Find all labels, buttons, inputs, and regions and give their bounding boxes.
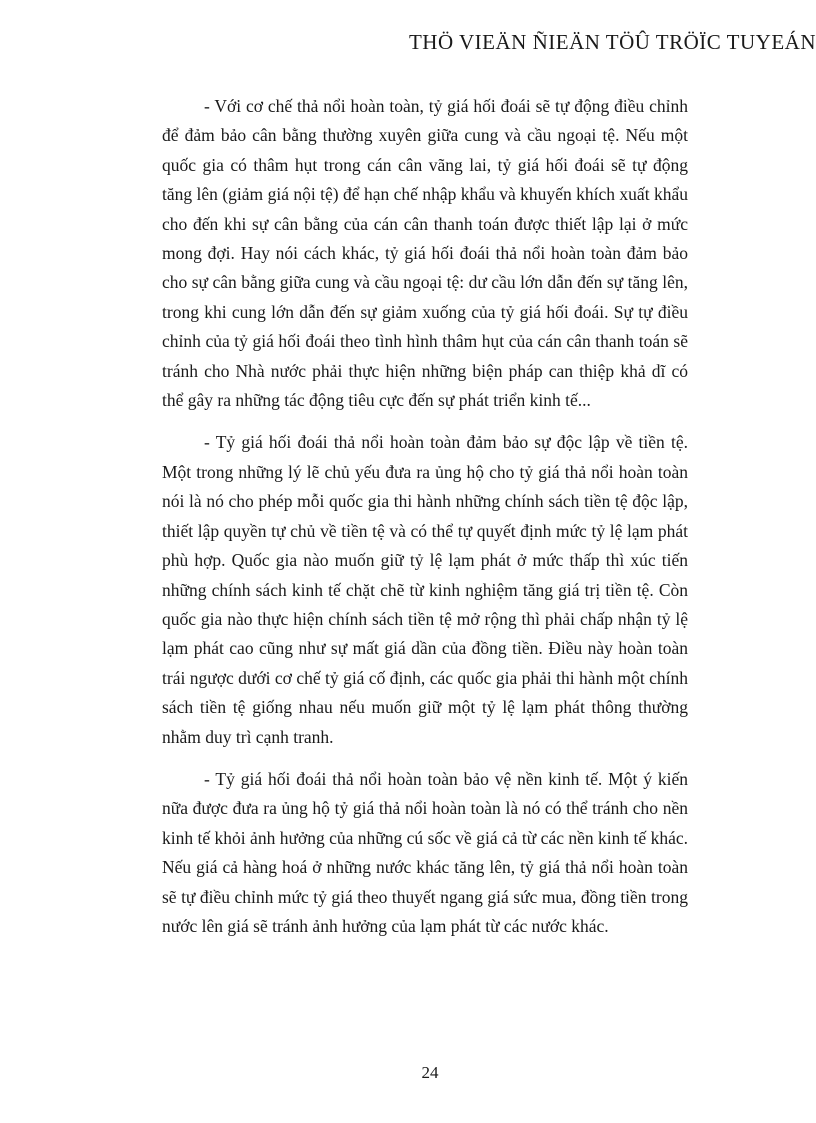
running-header: THÖ VIEÄN ÑIEÄN TÖÛ TRÖÏC TUYEÁN [408,30,816,54]
paragraph-economy-protection: - Tỷ giá hối đoái thả nổi hoàn toàn bảo vệ nền kinh tế. Một ý kiến nữa được đưa ra ủng hộ tỷ giá thả nổi hoàn toàn là nó có thể tránh cho nền kinh tế khỏi ảnh hưởng của những cú sốc về giá cả từ các nền kinh tế khác. Nếu giá cả hàng hoá ở những nước khác tăng lên, tỷ giá thả nổi hoàn toàn sẽ tự điều chỉnh mức tỷ giá theo thuyết ngang giá sức mua, đồng tiền trong nước lên giá sẽ tránh ảnh hưởng của lạm phát từ các nước khác. [162,768,688,936]
paragraph-floating-rate-balance: - Với cơ chế thả nổi hoàn toàn, tỷ giá hối đoái sẽ tự động điều chỉnh để đảm bảo cân bằng thường xuyên giữa cung và cầu ngoại tệ. Nếu một quốc gia có thâm hụt trong cán cân vãng lai, tỷ giá hối đoái sẽ tự động tăng lên (giảm giá nội tệ) để hạn chế nhập khẩu và khuyến khích xuất khẩu cho đến khi sự cân bằng của cán cân thanh toán được thiết lập lại ở mức mong đợi. Hay nói cách khác, tỷ giá hối đoái thả nổi hoàn toàn đảm bảo cho sự cân bằng giữa cung và cầu ngoại tệ: dư cầu lớn dẫn đến sự tăng lên, trong khi cung lớn dẫn đến sự giảm xuống của tỷ giá hối đoái. Sự tự điều chỉnh của tỷ giá hối đoái theo tình hình thâm hụt của cán cân thanh toán sẽ tránh cho Nhà nước phải thực hiện những biện pháp can thiệp khả dĩ có thể gây ra những tác động tiêu cực đến sự phát triển kinh tế... [162,96,688,411]
document-body [162,92,688,954]
page-number: 24 [421,1063,439,1082]
paragraph-monetary-independence: - Tỷ giá hối đoái thả nổi hoàn toàn đảm bảo sự độc lập về tiền tệ. Một trong những lý lẽ chủ yếu đưa ra ủng hộ cho tỷ giá thả nổi hoàn toàn nói là nó cho phép mỗi quốc gia thi hành những chính sách tiền tệ độc lập, thiết lập quyền tự chủ về tiền tệ và có thể tự quyết định mức tỷ lệ lạm phát phù hợp. Quốc gia nào muốn giữ tỷ lệ lạm phát ở mức thấp thì xúc tiến những chính sách kinh tế chặt chẽ từ kinh nghiệm tăng giá trị tiền tệ. Còn quốc gia nào thực hiện chính sách tiền tệ mở rộng thì phải chấp nhận tỷ lệ lạm phát cao cũng như sự mất giá dần của đồng tiền. Điều này hoàn toàn trái ngược dưới cơ chế tỷ giá cố định, các quốc gia phải thi hành một chính sách tiền tệ giống nhau nếu muốn giữ một tỷ lệ lạm phát thông thường nhằm duy trì cạnh tranh. [162,432,688,747]
